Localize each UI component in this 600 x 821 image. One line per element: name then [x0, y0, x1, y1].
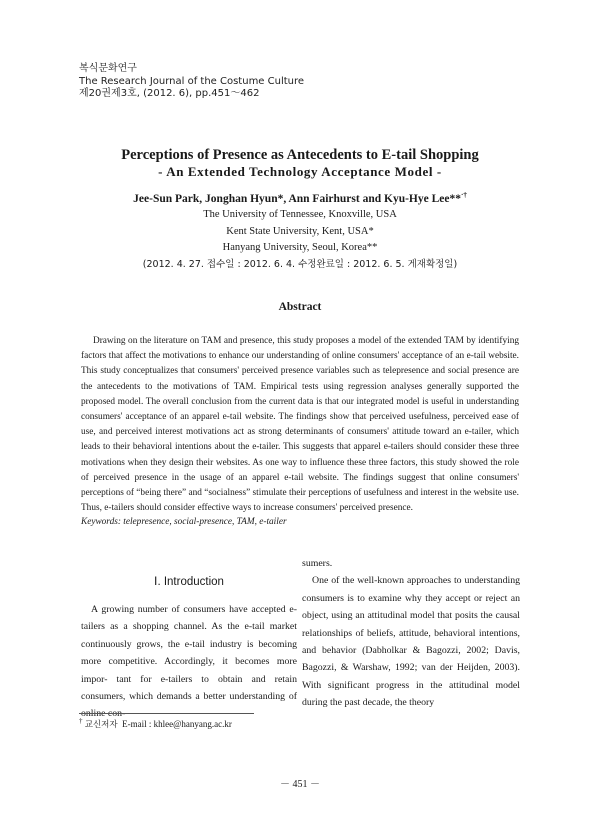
introduction-left-column: A growing number of consumers have accepted e-tailers as a shopping channel. As the e-tail market continuously grows, the e-tail industry is becoming more competitive. Accordingly, it becomes more impor- tant for e-tailers to obtain and retain consumers, which demands a better understanding of online con- [81, 604, 297, 720]
abstract-heading: Abstract [278, 301, 322, 313]
page-number: － 451 － [280, 779, 320, 790]
journal-name-english: The Research Journal of the Costume Culture [79, 75, 305, 87]
footnote [79, 718, 232, 730]
journal-volume: 제20권제3호, (2012. 6), pp.451～462 [79, 88, 260, 99]
section-heading-introduction: Ⅰ. Introduction [154, 576, 224, 588]
right-column-continuation: sumers. [302, 558, 333, 569]
footnote-divider [79, 713, 254, 714]
keywords: Keywords: telepresence, social-presence, TAM, e-tailer [81, 517, 287, 527]
affiliation-1: The University of Tennessee, Knoxville, USA [203, 209, 397, 220]
journal-header [79, 63, 304, 101]
affiliation-3: Hanyang University, Seoul, Korea** [222, 242, 378, 253]
author-list [0, 191, 600, 207]
corresponding-author-marker: ·† [460, 191, 467, 200]
affiliation-2: Kent State University, Kent, USA* [226, 226, 374, 237]
footnote-marker: † [79, 717, 83, 725]
footnote-email: E-mail : khlee@hanyang.ac.kr [122, 719, 232, 729]
author-names: Jee-Sun Park, Jonghan Hyun*, Ann Fairhurst and Kyu-Hye Lee** [133, 193, 461, 205]
abstract-text: Drawing on the literature on TAM and presence, this study proposes a model of the extended TAM by identifying factors that affect the motivations to enhance our understanding of online consumers' acceptance of an e-tail website. This study conceptualizes that consumers' perceived presence variables such as telepresence and social presence are the antecedents to the motivations of TAM. Empirical tests using regression analyses generally supported the proposed model. The overall conclusion from the current data is that our integrated model is useful in understanding consumers' acceptance of an apparel e-tail website. The findings show that perceived usefulness, perceived ease of use, and perceived interest motivations act as strong determinants of consumers' attitude toward an e-tailer, which leads to their behavioral intentions about the e-tailer. This suggests that apparel e-tailers should consider these three motivations when they design their websites. As one way to influence these three factors, this study showed the role of perceived presence in the usage of an apparel e-tail website. The findings suggest that online consumers' perceptions of “being there” and “socialness” stimulate their perceptions of usefulness and interest in the website use. Thus, e-tailers should consider effective ways to increase consumers' perceived presence. [81, 336, 519, 514]
right-column-paragraph: One of the well-known approaches to understanding consumers is to examine why they accept or reject an object, using an attitudinal model that posits the causal relationships of beliefs, attitude, behavioral intentions, and behavior (Dabholkar & Bagozzi, 2002; Davis, Bagozzi, & Warshaw, 1992; van der Heijden, 2003). With significant progress in the attitudinal model during the past decade, the theory [302, 575, 520, 709]
paper-title: Perceptions of Presence as Antecedents to E-tail Shopping [121, 147, 479, 163]
journal-name-korean: 복식문화연구 [79, 63, 137, 74]
footnote-label: 교신저자 [84, 720, 118, 730]
introduction-right-column [302, 555, 520, 712]
paper-subtitle: - An Extended Technology Acceptance Model - [158, 164, 442, 179]
submission-dates: (2012. 4. 27. 접수일 : 2012. 6. 4. 수정완료일 : 2012. 6. 5. 게재확정일) [142, 259, 458, 270]
